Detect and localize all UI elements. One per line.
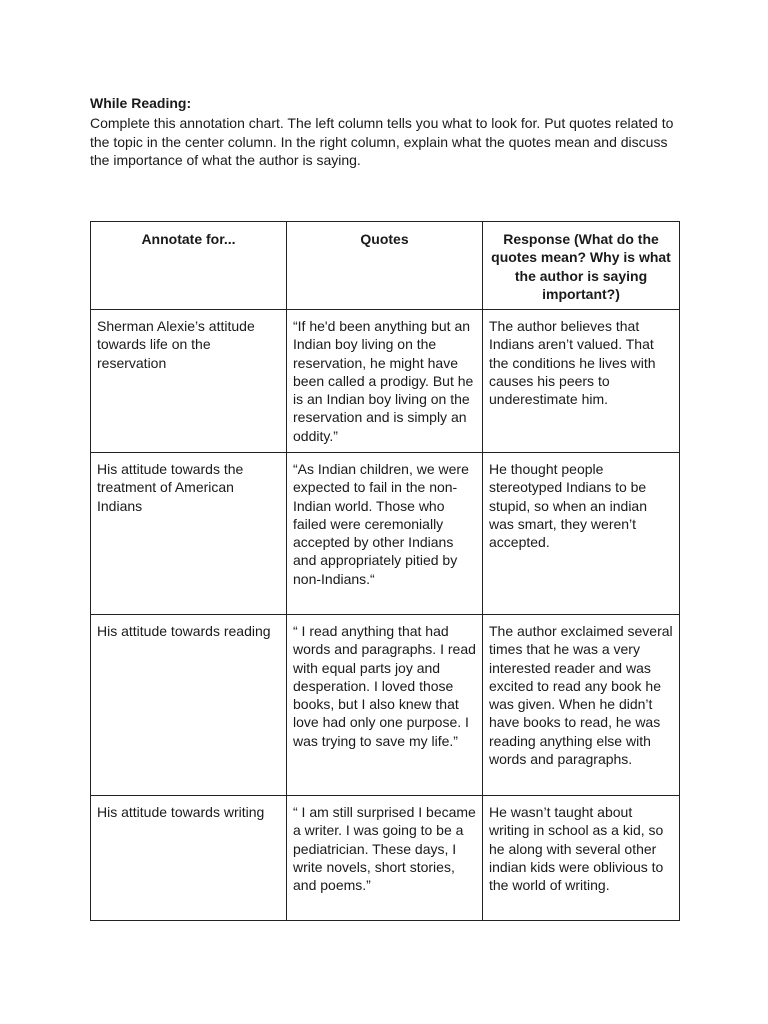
header-quotes: Quotes: [287, 222, 483, 310]
quote-cell: “If he'd been anything but an Indian boy living on the reservation, he might have been called a prodigy. But he is an Indian boy living on the reservation and is simply an oddity.”: [287, 310, 483, 453]
response-cell: He wasn’t taught about writing in school as a kid, so he along with several other indian kids were oblivious to the world of writing.: [483, 796, 680, 921]
table-row: [91, 796, 680, 921]
header-annotate-for: Annotate for...: [91, 222, 287, 310]
quote-cell: “As Indian children, we were expected to fail in the non-Indian world. Those who failed were ceremonially accepted by other Indians and appropriately pitied by non-Indians.“: [287, 453, 483, 615]
annotate-cell: His attitude towards reading: [91, 615, 287, 796]
quote-cell: “ I am still surprised I became a writer. I was going to be a pediatrician. These days, I write novels, short stories, and poems.”: [287, 796, 483, 921]
header-response: Response (What do the quotes mean? Why is what the author is saying important?): [483, 222, 680, 310]
section-heading: While Reading:: [90, 95, 192, 111]
table-row: [91, 453, 680, 615]
quote-cell: “ I read anything that had words and paragraphs. I read with equal parts joy and desperation. I loved those books, but I also knew that love had only one purpose. I was trying to save my life.”: [287, 615, 483, 796]
annotate-cell: Sherman Alexie’s attitude towards life on the reservation: [91, 310, 287, 453]
annotation-chart: [90, 221, 680, 921]
table-header-row: [91, 222, 680, 310]
table-row: [91, 310, 680, 453]
response-cell: The author believes that Indians aren’t valued. That the conditions he lives with causes his peers to underestimate him.: [483, 310, 680, 453]
annotate-cell: His attitude towards writing: [91, 796, 287, 921]
response-cell: He thought people stereotyped Indians to be stupid, so when an indian was smart, they weren’t accepted.: [483, 453, 680, 615]
table-row: [91, 615, 680, 796]
instructions-paragraph: Complete this annotation chart. The left column tells you what to look for. Put quotes related to the topic in the center column. In the right column, explain what the quotes mean and discuss the importance of what the author is saying.: [90, 115, 674, 168]
annotate-cell: His attitude towards the treatment of American Indians: [91, 453, 287, 615]
response-cell: The author exclaimed several times that he was a very interested reader and was excited to read any book he was given. When he didn’t have books to read, he was reading anything else with words and paragraphs.: [483, 615, 680, 796]
